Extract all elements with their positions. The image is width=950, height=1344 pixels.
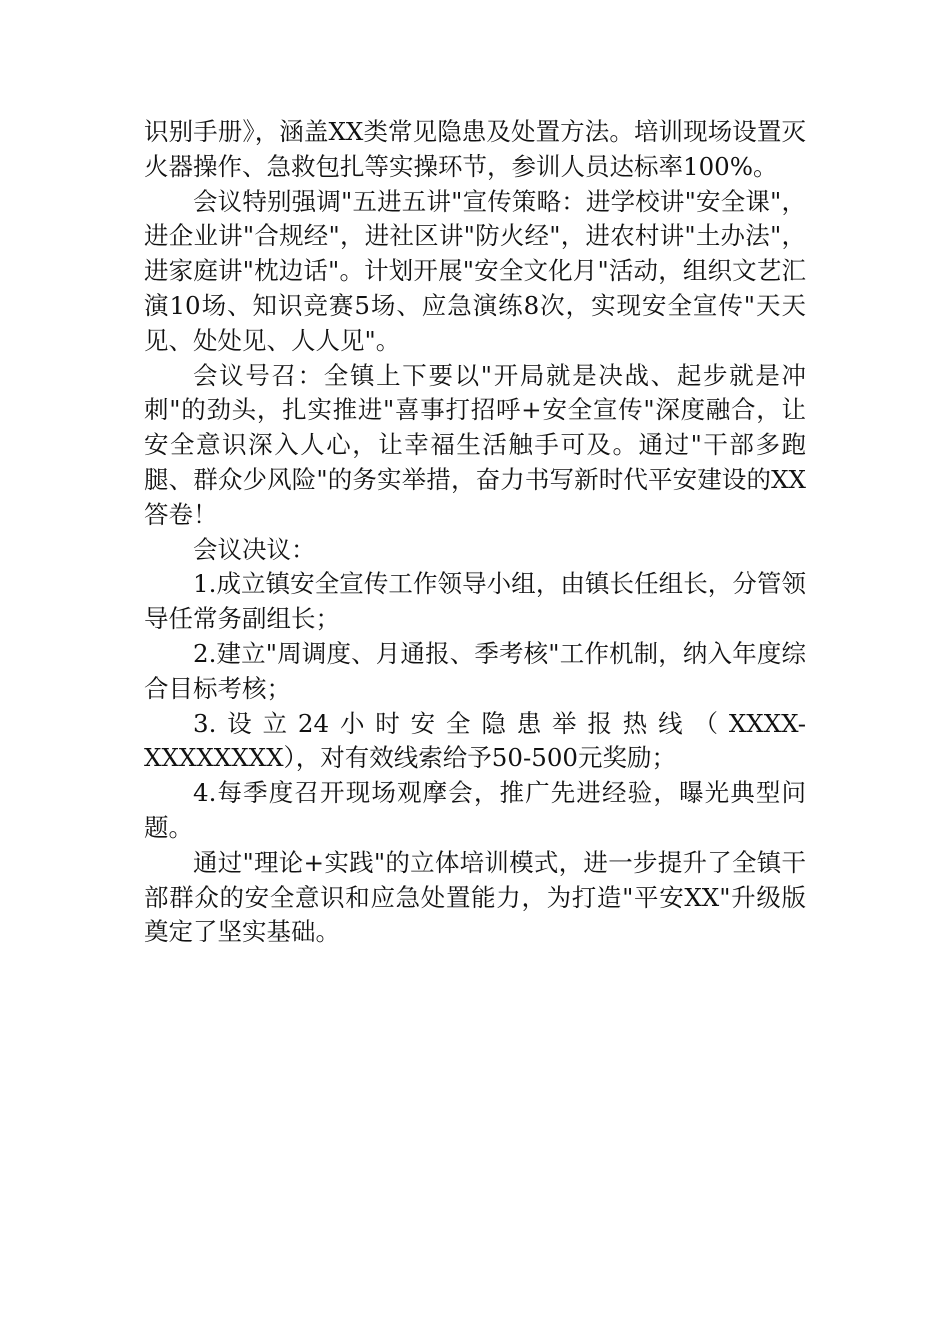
paragraph-training-continuation: 识别手册》，涵盖XX类常见隐患及处置方法。培训现场设置灭火器操作、急救包扎等实操环节，参训人员达标率100%。: [144, 117, 806, 181]
paragraph-resolution-item-4: 4.每季度召开现场观摩会，推广先进经验，曝光典型问题。: [144, 778, 806, 842]
paragraph-publicity-strategy: 会议特别强调"五进五讲"宣传策略：进学校讲"安全课"，进企业讲"合规经"，进社区讲"防火经"，进农村讲"土办法"，进家庭讲"枕边话"。计划开展"安全文化月"活动，组织文艺汇演10场、知识竞赛5场、应急演练8次，实现安全宣传"天天见、处处见、人人见"。: [144, 186, 806, 355]
document-body: [144, 115, 806, 950]
paragraph-resolution-item-1: 1.成立镇安全宣传工作领导小组，由镇长任组长，分管领导任常务副组长；: [144, 569, 806, 634]
paragraph-resolution-item-2: 2.建立"周调度、月通报、季考核"工作机制，纳入年度综合目标考核；: [144, 638, 806, 703]
paragraph-conclusion: 通过"理论+实践"的立体培训模式，进一步提升了全镇干部群众的安全意识和应急处置能力，为打造"平安XX"升级版奠定了坚实基础。: [144, 847, 806, 947]
paragraph-meeting-call: 会议号召：全镇上下要以"开局就是决战、起步就是冲刺"的劲头，扎实推进"喜事打招呼+安全宣传"深度融合，让安全意识深入人心，让幸福生活触手可及。通过"干部多跑腿、群众少风险"的务实举措，奋力书写新时代平安建设的XX答卷！: [144, 360, 806, 529]
paragraph-resolution-heading: 会议决议：: [193, 534, 316, 564]
paragraph-resolution-item-3: 3.设立24小时安全隐患举报热线（XXXX-XXXXXXXX），对有效线索给予50-500元奖励；: [144, 708, 806, 773]
